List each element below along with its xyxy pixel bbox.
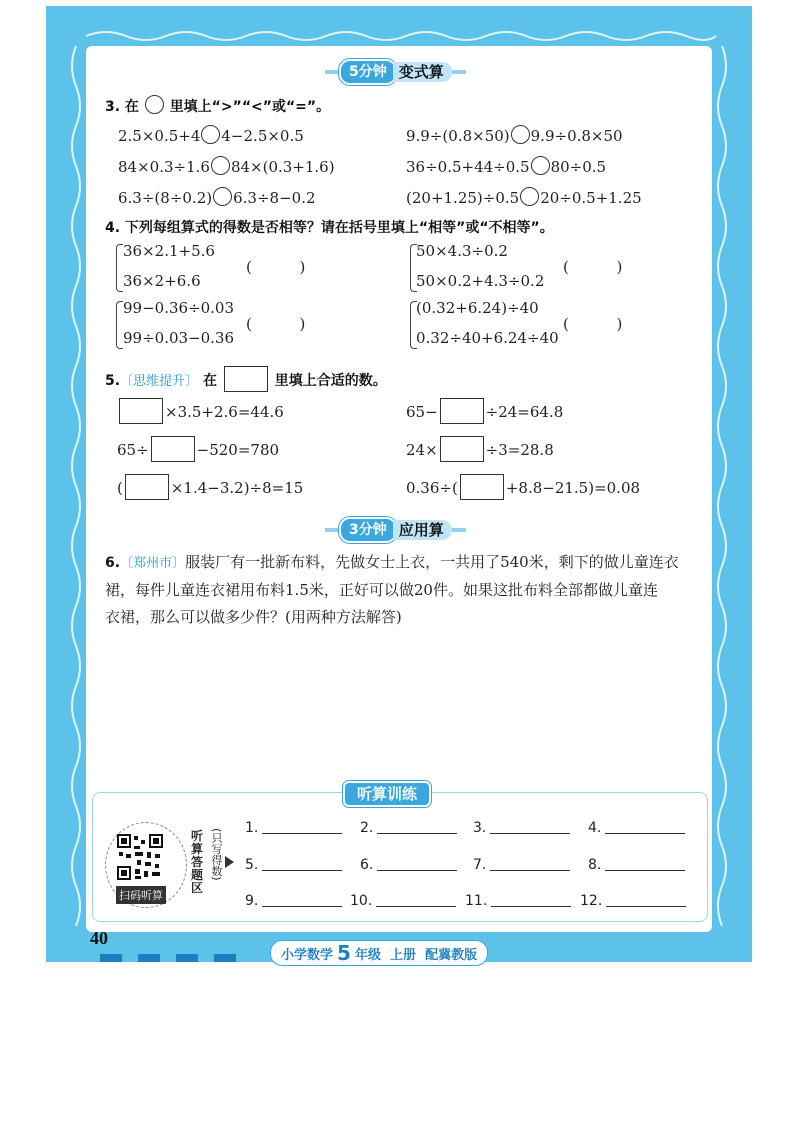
section-time-badge: 5分钟 <box>339 59 397 85</box>
q4-group-3-b: 99÷0.03−0.36 <box>123 329 235 347</box>
answer-slot-1[interactable]: 1. <box>245 820 342 836</box>
answer-zone-note: (只写得数) <box>210 828 223 881</box>
q3-item-4: 36÷0.5+44÷0.5 80÷0.5 <box>406 158 607 176</box>
answer-box[interactable] <box>125 474 169 500</box>
answer-slot-5[interactable]: 5. <box>245 857 342 873</box>
q5-item-2: 65− ÷24=64.8 <box>406 398 563 424</box>
question-5-heading: 5.〔思维提升〕 在 里填上合适的数。 <box>105 366 387 392</box>
play-arrow-icon <box>225 856 234 868</box>
answer-circle[interactable] <box>511 125 530 144</box>
grade-label: 年级 <box>354 947 381 963</box>
answer-box[interactable] <box>460 474 504 500</box>
q4-group-2-a: 50×4.3÷0.2 <box>416 242 508 260</box>
q5-item-4: 24× ÷3=28.8 <box>406 436 554 462</box>
question-6: 6.〔郑州市〕服装厂有一批新布料，先做女士上衣，一共用了540米，剩下的做儿童连衣 裙，每件儿童连衣裙用布料1.5米，正好可以做20件。如果这批布料全部都做儿童连 衣裙，那么可以做多少件？(用两种方法解答) <box>105 553 679 626</box>
answer-circle[interactable] <box>213 187 232 206</box>
answer-parentheses[interactable]: ( ) <box>563 258 623 276</box>
region-tag: 〔郑州市〕 <box>120 556 186 571</box>
q3-item-3: 84×0.3÷1.6 84×(0.3+1.6) <box>118 158 335 176</box>
section-banner-listening <box>343 783 431 805</box>
q4-group-3-a: 99−0.36÷0.03 <box>123 299 235 317</box>
edition: 配冀教版 <box>425 947 478 963</box>
answer-slot-3[interactable]: 3. <box>473 820 570 836</box>
answer-slot-11[interactable]: 11. <box>465 893 571 909</box>
answer-slot-7[interactable]: 7. <box>473 857 570 873</box>
q3-item-5: 6.3÷(8÷0.2) 6.3÷8−0.2 <box>118 189 316 207</box>
answer-slot-2[interactable]: 2. <box>360 820 457 836</box>
brace <box>116 301 123 349</box>
q4-group-1-a: 36×2.1+5.6 <box>123 242 215 260</box>
section-title: 听算训练 <box>343 781 431 807</box>
q3-item-2: 9.9÷(0.8×50) 9.9÷0.8×50 <box>406 127 623 145</box>
question-3-heading: 3. 在 里填上“>”“<”或“=”。 <box>105 95 330 116</box>
answer-box[interactable] <box>151 436 195 462</box>
answer-zone-title: 听算答题区 <box>191 829 204 895</box>
q5-item-5: ( ×1.4−3.2)÷8=15 <box>117 474 303 500</box>
answer-circle[interactable] <box>520 187 539 206</box>
answer-slot-10[interactable]: 10. <box>350 893 456 909</box>
box-blank-icon <box>224 366 268 392</box>
page-number: 40 <box>90 928 108 948</box>
q3-item-1: 2.5×0.5+4 4−2.5×0.5 <box>118 127 304 145</box>
answer-circle[interactable] <box>211 156 230 175</box>
q5-item-6: 0.36÷( +8.8−21.5)=0.08 <box>406 474 640 500</box>
answer-box[interactable] <box>119 398 163 424</box>
answer-slot-12[interactable]: 12. <box>580 893 686 909</box>
q4-group-4-b: 0.32÷40+6.24÷40 <box>416 329 559 347</box>
brace <box>116 244 123 292</box>
q4-group-4-a: (0.32+6.24)÷40 <box>416 299 539 317</box>
q4-group-2-b: 50×0.2+4.3÷0.2 <box>416 272 545 290</box>
answer-box[interactable] <box>440 436 484 462</box>
q4-group-1-b: 36×2+6.6 <box>123 272 201 290</box>
answer-slot-9[interactable]: 9. <box>245 893 342 909</box>
answer-circle[interactable] <box>201 125 220 144</box>
thinking-tag: 〔思维提升〕 <box>120 374 199 389</box>
answer-slot-6[interactable]: 6. <box>360 857 457 873</box>
question-4-heading: 4. 下列每组算式的得数是否相等？请在括号里填上“相等”或“不相等”。 <box>105 220 554 236</box>
volume: 上册 <box>390 947 417 963</box>
section-title: 变式算 <box>393 62 452 82</box>
subject: 小学数学 <box>281 947 334 963</box>
answer-slot-8[interactable]: 8. <box>588 857 685 873</box>
q5-item-3: 65÷ −520=780 <box>117 436 279 462</box>
section-banner-mental-math <box>325 61 466 83</box>
answer-parentheses[interactable]: ( ) <box>246 258 306 276</box>
section-title: 应用算 <box>393 520 452 540</box>
book-info-footer <box>270 940 488 966</box>
qr-caption: 扫码听算 <box>116 886 166 904</box>
qr-code-icon[interactable] <box>117 834 163 880</box>
section-time-badge: 3分钟 <box>339 517 397 543</box>
grade-number: 5 <box>337 941 351 965</box>
answer-box[interactable] <box>440 398 484 424</box>
answer-parentheses[interactable]: ( ) <box>563 315 623 333</box>
q5-item-1: ×3.5+2.6=44.6 <box>117 398 284 424</box>
section-banner-word-problems <box>325 519 466 541</box>
answer-slot-4[interactable]: 4. <box>588 820 685 836</box>
answer-parentheses[interactable]: ( ) <box>246 315 306 333</box>
q3-item-6: (20+1.25)÷0.5 20÷0.5+1.25 <box>406 189 642 207</box>
answer-circle[interactable] <box>531 156 550 175</box>
circle-blank-icon <box>145 95 164 114</box>
